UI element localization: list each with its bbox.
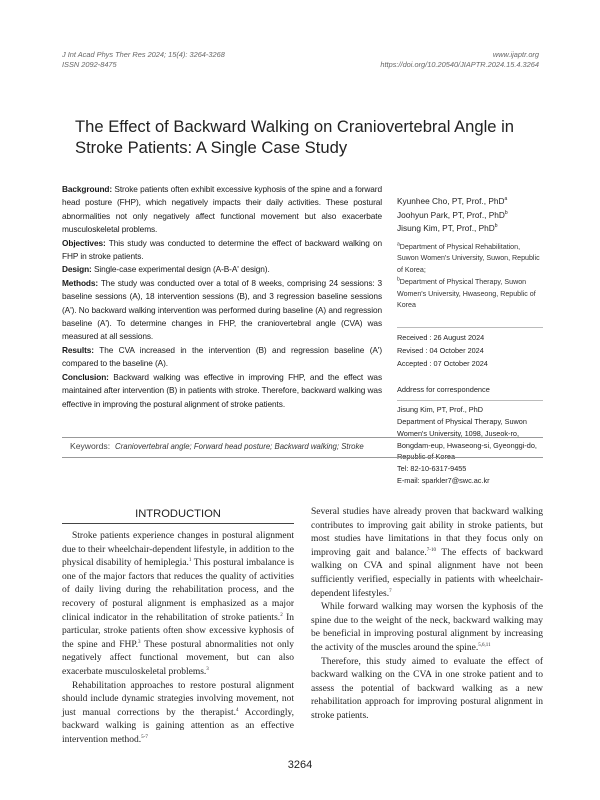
- affiliation-a: $^a$Department of Physical Rehabilitation, Suwon Women's University, Suwon, Republic of Korea;: [397, 241, 540, 275]
- results-label: Results:: [62, 344, 94, 355]
- journal-links: [380, 50, 539, 70]
- background-label: Background:: [62, 184, 113, 194]
- abstract-conclusion: [62, 371, 382, 411]
- abstract-methods: [62, 277, 382, 344]
- affiliations: [397, 242, 543, 313]
- journal-header: [62, 50, 225, 70]
- intro-paragraph-2-cont: Several studies have already proven that backward walking contributes to improving gait ability in stroke patients, but most studies have limitations in that they focus only on improving gait and balance.$^{7-10}$ The effects of backward walking on CVA and spinal alignment have not been sufficiently verified, especially in patients with wheelchair-dependent lifestyles.$^7$: [311, 507, 543, 599]
- methods-text: The study was conducted over a total of 8 weeks, comprising 24 sessions: 3 baseline sessions (A), 18 intervention sessions (B), and 3 regression baseline sessions (A'). No backward walking intervention was performed during baseline (A) and regression baseline (A'). To determine changes in FHP, the craniovertebral angle (CVA) was measured at all sessions.: [62, 277, 383, 342]
- received-date: Received : 26 August 2024: [397, 333, 485, 343]
- journal-citation: J Int Acad Phys Ther Res 2024; 15(4): 3264-3268: [62, 50, 225, 59]
- section-heading-rule: [62, 523, 294, 524]
- results-text: The CVA increased in the intervention (B) and regression baseline (A') compared to the baseline (A).: [62, 344, 382, 369]
- abstract-results: [62, 344, 382, 371]
- intro-paragraph-3: While forward walking may worsen the kyphosis of the spine due to the weight of the neck, backward walking may be beneficial in improving postural alignment by increasing the activity of the muscles around the spine.$^{5,6,11}$: [311, 602, 543, 653]
- doi-link[interactable]: https://doi.org/10.20540/JIAPTR.2024.15.4.3264: [380, 60, 539, 69]
- dates-divider: [397, 327, 543, 328]
- abstract-background: [62, 183, 382, 237]
- accepted-date: Accepted : 07 October 2024: [397, 359, 488, 369]
- body-column-right: [311, 506, 543, 724]
- author-2: Joohyun Park, PT, Prof., PhD$^b$: [397, 209, 508, 220]
- journal-issn: ISSN 2092-8475: [62, 60, 117, 69]
- revised-date: Revised : 04 October 2024: [397, 346, 484, 356]
- design-label: Design:: [62, 264, 92, 275]
- correspondence-email[interactable]: E-mail: sparkler7@swc.ac.kr: [397, 475, 490, 485]
- conclusion-label: Conclusion:: [62, 371, 109, 382]
- page-number: 3264: [287, 759, 313, 771]
- intro-paragraph-2-start: Rehabilitation approaches to restore postural alignment should include dynamic strategies involving movement, not just manual corrections by the therapist.$^4$ Accordingly, backward walking is gaining attention as an effective intervention method.$^{5-7}$: [62, 680, 294, 745]
- author-list: [397, 195, 543, 236]
- article-title: The Effect of Backward Walking on Craniovertebral Angle in Stroke Patients: A Single Case Study: [75, 117, 515, 157]
- correspondence-tel: Tel: 82-10-6317-9455: [397, 464, 467, 474]
- correspondence-heading: Address for correspondence: [397, 385, 490, 395]
- author-1: Kyunhee Cho, PT, Prof., PhD$^a$: [397, 196, 508, 206]
- objectives-label: Objectives:: [62, 237, 106, 248]
- abstract-design: [62, 263, 382, 276]
- keywords-text: Craniovertebral angle; Forward head posture; Backward walking; Stroke: [115, 442, 364, 451]
- keywords-label: Keywords:: [70, 441, 111, 451]
- background-text: Stroke patients often exhibit excessive kyphosis of the spine and a forward head posture (FHP), which negatively impacts their daily activities. These postural abnormalities not only negatively affect functional movement but also exacerbate musculoskeletal problems.: [62, 184, 382, 235]
- author-3: Jisung Kim, PT, Prof., PhD$^b$: [397, 223, 498, 233]
- correspondence-address: Department of Physical Therapy, Suwon Women's University, 1098, Juseok-ro, Bongdam-eup, Hwaseong-si, Gyeonggi-do, Republic of Korea: [397, 416, 537, 462]
- abstract-objectives: [62, 237, 382, 264]
- methods-label: Methods:: [62, 277, 99, 288]
- design-text: Single-case experimental design (A-B-A' design).: [93, 264, 270, 275]
- correspondence-divider: [397, 400, 543, 401]
- section-heading-introduction: INTRODUCTION: [135, 508, 221, 520]
- objectives-text: This study was conducted to determine the effect of backward walking on FHP in stroke patients.: [62, 237, 383, 262]
- abstract: [62, 183, 382, 428]
- intro-paragraph-1: Stroke patients experience changes in postural alignment due to their wheelchair-dependent lifestyle, in addition to the physical disability of hemiplegia.$^1$ This postural imbalance is one of the major factors that reduces the quality of activities of daily living during the rehabilitation process, and the recovery of postural alignment is emphasized as a major clinical indicator in the rehabilitation of stroke patients.$^2$ In particular, stroke patients often show excessive kyphosis of the spine and FHP.$^3$ These postural abnormalities not only negatively affect functional movement, but can also exacerbate musculoskeletal problems.$^3$: [62, 531, 295, 677]
- conclusion-text: Backward walking was effective in improving FHP, and the effect was maintained after intervention (B) in patients with stroke. Therefore, backward walking was effective in improving the postural alignment of stroke patients.: [62, 371, 382, 409]
- article-dates: [397, 327, 543, 370]
- correspondence-name: Jisung Kim, PT, Prof., PhD: [397, 405, 483, 415]
- affiliation-b: $^b$Department of Physical Therapy, Suwon Women's University, Hwaseong, Republic of Korea: [397, 276, 536, 310]
- body-column-left: [62, 530, 294, 748]
- intro-paragraph-4: Therefore, this study aimed to evaluate the effect of backward walking on the CVA in one stroke patient and to assess the potential of backward walking as a new rehabilitation approach for improving postural alignment in stroke patients.: [311, 656, 543, 721]
- journal-url[interactable]: www.ijaptr.org: [492, 50, 539, 59]
- keywords-bar: [62, 437, 543, 458]
